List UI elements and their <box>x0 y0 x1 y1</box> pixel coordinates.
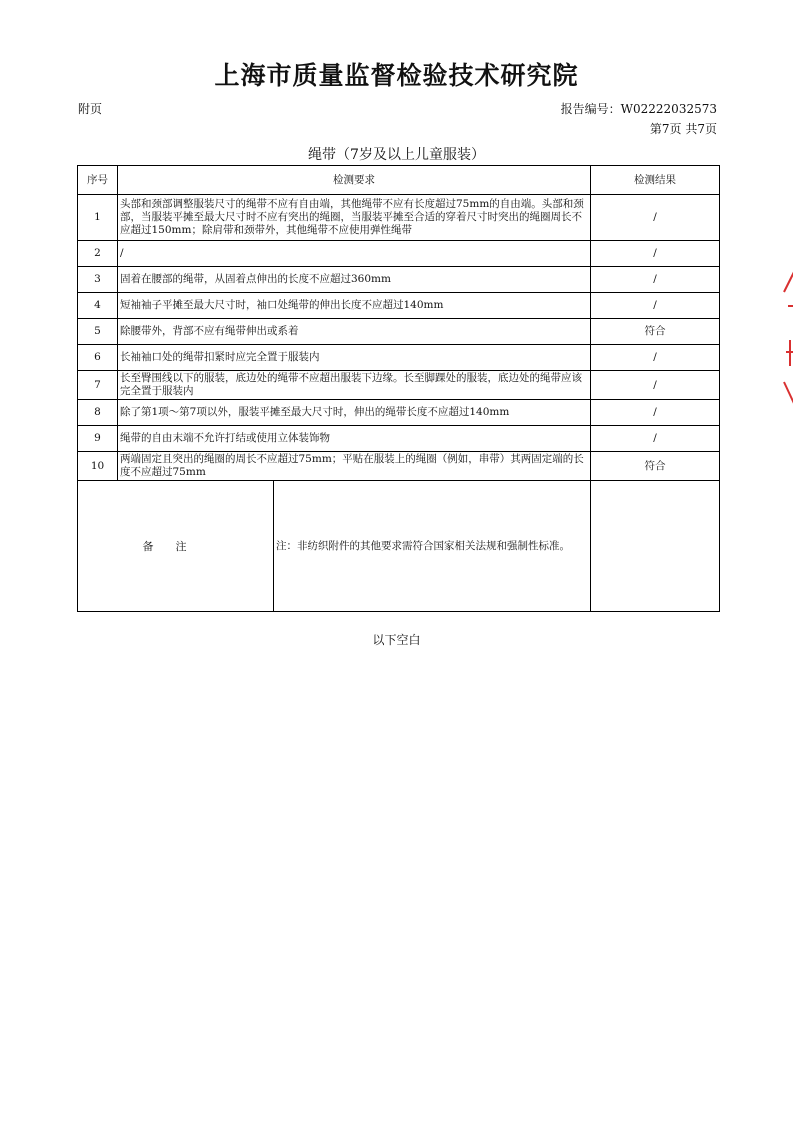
row-requirement: 长袖袖口处的绳带扣紧时应完全置于服装内 <box>118 345 591 371</box>
row-result: 符合 <box>591 452 720 481</box>
row-result: 符合 <box>591 319 720 345</box>
row-number: 10 <box>78 452 118 481</box>
remarks-empty-cell <box>591 481 720 612</box>
table-row <box>78 293 720 319</box>
report-number: 报告编号：W02222032573 <box>560 102 717 116</box>
remarks-text: 注：非纺织附件的其他要求需符合国家相关法规和强制性标准。 <box>276 539 570 552</box>
table-row <box>78 195 720 241</box>
row-number: 3 <box>78 267 118 293</box>
document-title: 上海市质量监督检验技术研究院 <box>214 61 579 90</box>
table-row <box>78 371 720 400</box>
row-result: / <box>591 195 720 241</box>
table-row <box>78 400 720 426</box>
row-requirement: 除腰带外，背部不应有绳带伸出或系着 <box>118 319 591 345</box>
row-result: / <box>591 267 720 293</box>
table-row <box>78 345 720 371</box>
row-number: 9 <box>78 426 118 452</box>
section-title: 绳带（7岁及以上儿童服装） <box>308 147 485 163</box>
remarks-inner <box>78 481 590 611</box>
row-number: 5 <box>78 319 118 345</box>
row-result: / <box>591 426 720 452</box>
remarks-label: 备注 <box>78 481 274 611</box>
table-row <box>78 267 720 293</box>
table-row <box>78 319 720 345</box>
remarks-cell-wrapper <box>78 481 591 612</box>
row-requirement: 两端固定且突出的绳圈的周长不应超过75mm；平贴在服装上的绳圈（例如，串带）其两固定端的长度不应超过75mm <box>118 452 591 481</box>
row-number: 8 <box>78 400 118 426</box>
row-result: / <box>591 241 720 267</box>
row-requirement: 长至臀围线以下的服装，底边处的绳带不应超出服装下边缘。长至脚踝处的服装，底边处的绳带应该完全置于服装内 <box>118 371 591 400</box>
column-header-requirement: 检测要求 <box>118 166 591 195</box>
row-requirement: 短袖袖子平摊至最大尺寸时，袖口处绳带的伸出长度不应超过140mm <box>118 293 591 319</box>
row-requirement: 头部和颈部调整服装尺寸的绳带不应有自由端，其他绳带不应有长度超过75mm的自由端。头部和颈部，当服装平摊至最大尺寸时不应有突出的绳圈，当服装平摊至合适的穿着尺寸时突出的绳圈周长不应超过150mm；除肩带和颈带外，其他绳带不应使用弹性绳带 <box>118 195 591 241</box>
row-number: 2 <box>78 241 118 267</box>
row-result: / <box>591 400 720 426</box>
row-requirement: 固着在腰部的绳带，从固着点伸出的长度不应超过360mm <box>118 267 591 293</box>
remarks-row <box>78 481 720 612</box>
row-requirement: 绳带的自由末端不允许打结或使用立体装饰物 <box>118 426 591 452</box>
row-result: / <box>591 345 720 371</box>
column-header-no: 序号 <box>78 166 118 195</box>
page-indicator: 第7页 共7页 <box>649 122 717 136</box>
table-header-row <box>78 166 720 195</box>
table-row <box>78 241 720 267</box>
row-number: 4 <box>78 293 118 319</box>
row-number: 1 <box>78 195 118 241</box>
test-requirements-table <box>77 165 720 612</box>
table-row <box>78 426 720 452</box>
end-of-content-note: 以下空白 <box>372 633 421 647</box>
row-requirement: / <box>118 241 591 267</box>
appendix-label: 附页 <box>78 102 103 116</box>
seal-edge-graphic <box>776 262 793 432</box>
row-result: / <box>591 293 720 319</box>
row-result: / <box>591 371 720 400</box>
row-number: 7 <box>78 371 118 400</box>
column-header-result: 检测结果 <box>591 166 720 195</box>
red-seal-stamp-fragment <box>776 262 793 432</box>
row-number: 6 <box>78 345 118 371</box>
table-row <box>78 452 720 481</box>
row-requirement: 除了第1项～第7项以外，服装平摊至最大尺寸时，伸出的绳带长度不应超过140mm <box>118 400 591 426</box>
